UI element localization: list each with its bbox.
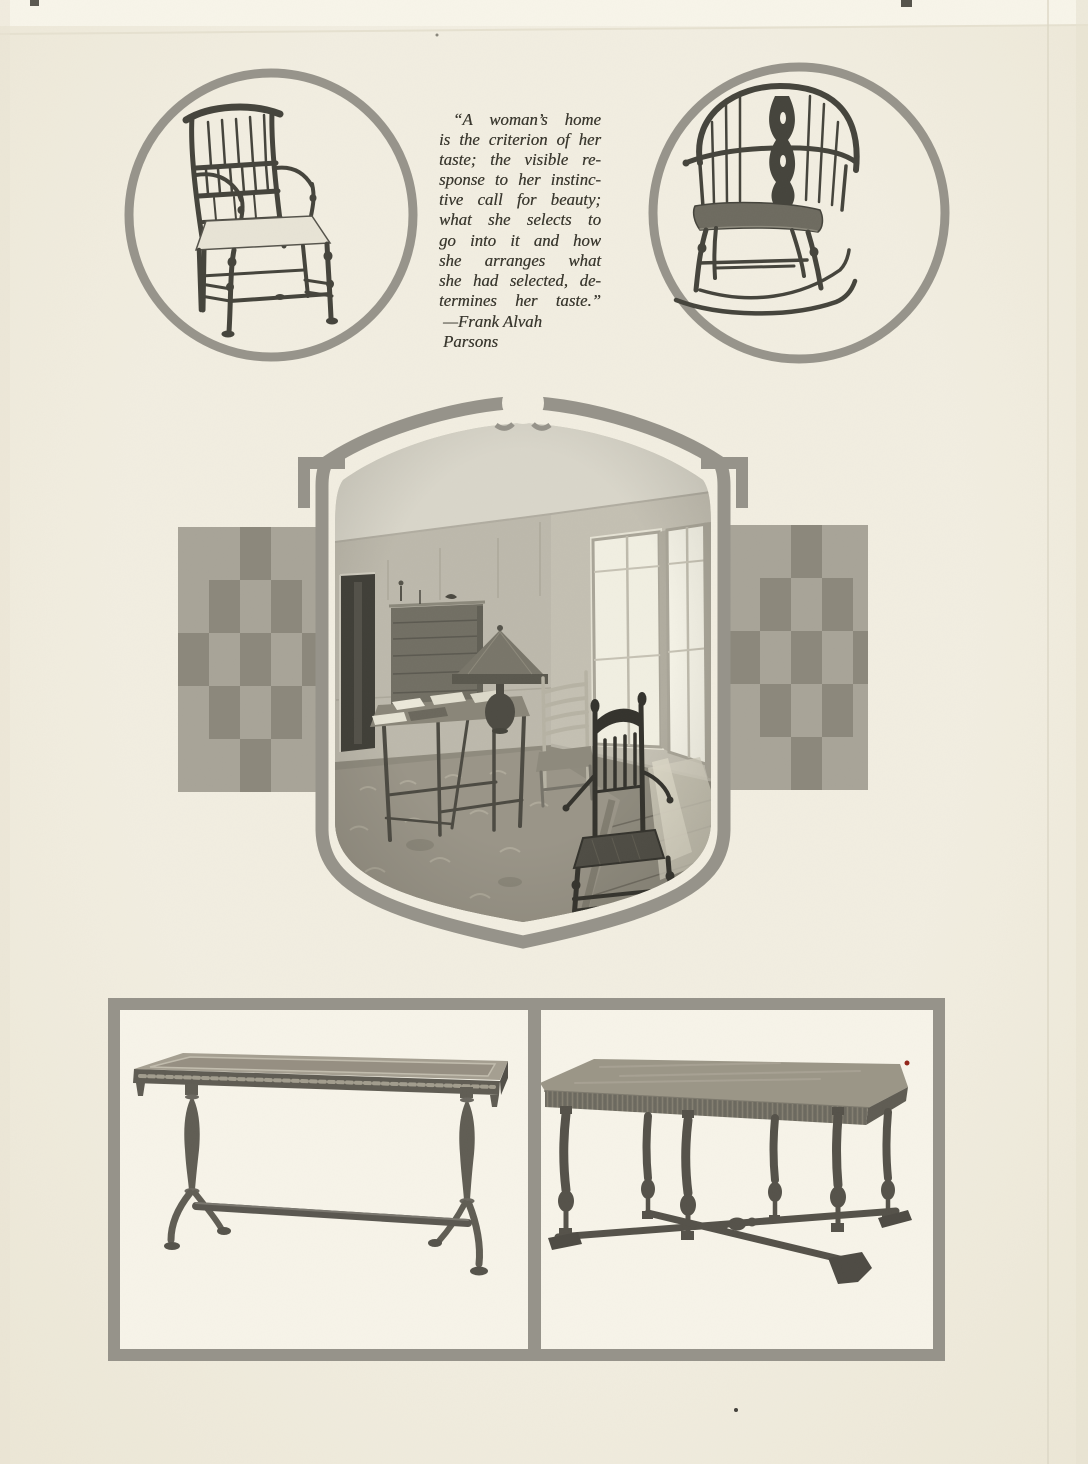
quote-line: termines her taste.” [439,290,601,310]
quote-line: “A woman’s home [453,110,601,129]
quote-line: is the criterion of her [439,130,601,150]
quote-line: taste; the visible re- [439,150,601,170]
quote-line: she arranges what [439,250,601,270]
quote-line: she had selected, de- [439,270,601,290]
quote-line: what she selects to [439,210,601,230]
quote-line: sponse to her instinc- [439,170,601,190]
quote-attribution: —Frank Alvah Parsons [443,311,542,352]
quote-line: tive call for beauty; [439,190,601,210]
quote-line: go into it and how [439,230,601,250]
